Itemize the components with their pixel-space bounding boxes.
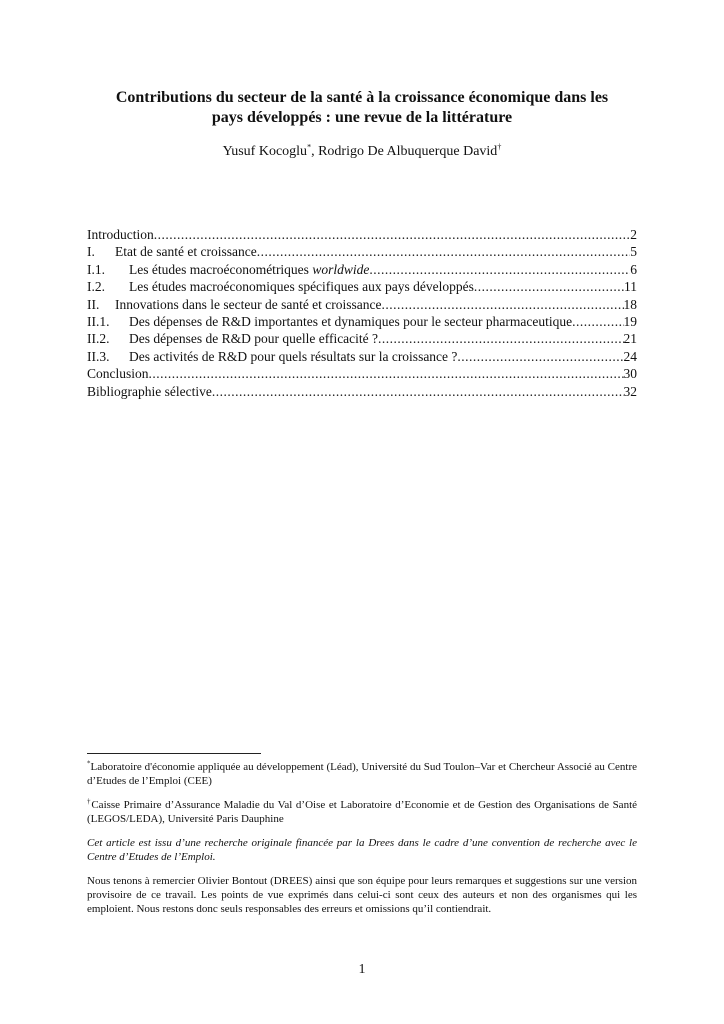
toc-entry[interactable] — [87, 383, 637, 400]
toc-entry-title: Conclusion — [87, 366, 149, 382]
title-line-2: pays développés : une revue de la littérature — [211, 109, 513, 126]
toc-entry-page: 32 — [623, 383, 637, 399]
toc-entry-page: 18 — [623, 296, 637, 312]
author-2: Rodrigo De Albuquerque David — [318, 144, 498, 159]
toc-leader-dots — [257, 243, 631, 260]
title-line-1: Contributions du secteur de la santé à la croissance économique dans les — [115, 89, 609, 106]
toc-entry-title: Des dépenses de R&D importantes et dynamiques pour le secteur pharmaceutique — [129, 313, 573, 329]
toc-entry[interactable] — [87, 261, 637, 278]
toc-entry-number: I.2. — [87, 279, 105, 295]
acknowledgements-note: Nous tenons à remercier Olivier Bontout (DREES) ainsi que son équipe pour leurs remarques et suggestions sur une version provisoire de ce travail. Les points de vue exprimés dans celui-ci sont ceux des auteurs et non des organismes qui les emploient. Nous restons donc seuls responsables des erreurs et omissions qu’il contiendrait. — [87, 875, 637, 915]
author-1: Yusuf Kocoglu — [222, 144, 308, 159]
author-2-footnote-mark: † — [497, 142, 502, 152]
toc-entry-page: 24 — [623, 348, 637, 364]
toc-entry[interactable] — [87, 330, 637, 347]
toc-entry[interactable] — [87, 313, 637, 330]
toc-leader-dots — [457, 348, 623, 365]
toc-entry[interactable] — [87, 365, 637, 382]
footnote-2-text: Caisse Primaire d’Assurance Maladie du Val d’Oise et Laboratoire d’Economie et de Gestion des Organisations de Santé (LEGOS/LEDA), Université Paris Dauphine — [87, 799, 638, 825]
toc-entry-number: II.2. — [87, 331, 110, 347]
toc-entry[interactable] — [87, 243, 637, 260]
footnote-separator — [87, 753, 261, 754]
toc-leader-dots — [474, 278, 624, 295]
toc-entry-title: Des dépenses de R&D pour quelle efficacité ? — [129, 331, 379, 347]
author-separator: , — [311, 144, 319, 159]
toc-entry-title: Bibliographie sélective — [87, 383, 212, 399]
author-line — [80, 143, 644, 161]
toc-entry-page: 11 — [624, 279, 637, 295]
toc-leader-dots — [154, 226, 631, 243]
toc-entry[interactable] — [87, 226, 637, 243]
toc-entry-page: 21 — [623, 331, 637, 347]
page-number: 1 — [358, 962, 366, 977]
footnote-2-mark: † — [87, 797, 92, 806]
footnote-1-text: Laboratoire d'économie appliquée au développement (Léad), Université du Sud Toulon–Var et Chercheur Associé au Centre d’Etudes de l’Emploi (CEE) — [87, 761, 637, 787]
toc-entry-number: II.1. — [87, 313, 110, 329]
table-of-contents — [87, 226, 637, 400]
toc-leader-dots — [212, 383, 624, 400]
toc-entry-number: II.3. — [87, 348, 110, 364]
toc-leader-dots — [369, 261, 630, 278]
toc-entry-page: 30 — [623, 366, 637, 382]
toc-entry-title: Les études macroéconomiques spécifiques aux pays développés — [129, 279, 474, 295]
toc-entry[interactable] — [87, 296, 637, 313]
toc-entry-number: I.1. — [87, 261, 105, 277]
toc-entry-page: 5 — [630, 244, 637, 260]
toc-entry-page: 19 — [623, 313, 637, 329]
toc-entry-number: II. — [87, 296, 100, 312]
author-1-footnote-mark: * — [307, 142, 312, 152]
toc-entry[interactable] — [87, 348, 637, 365]
toc-entry-title: Etat de santé et croissance — [115, 244, 257, 260]
toc-entry-title: Des activités de R&D pour quels résultats sur la croissance ? — [129, 348, 458, 364]
toc-entry-number: I. — [87, 244, 95, 260]
toc-leader-dots — [378, 330, 623, 347]
toc-leader-dots — [149, 365, 624, 382]
toc-entry[interactable] — [87, 278, 637, 295]
toc-leader-dots — [572, 313, 623, 330]
toc-entry-title: Les études macroéconométriques worldwide — [129, 261, 370, 277]
footnote-1 — [87, 760, 637, 788]
footnote-2 — [87, 798, 637, 826]
toc-entry-title: Innovations dans le secteur de santé et croissance — [115, 296, 382, 312]
funding-note: Cet article est issu d’une recherche originale financée par la Drees dans le cadre d’une convention de recherche avec le Centre d’Etudes de l’Emploi. — [87, 837, 637, 863]
footnotes — [87, 760, 637, 916]
toc-leader-dots — [382, 296, 624, 313]
toc-entry-page: 2 — [630, 227, 637, 242]
document-title — [80, 88, 644, 128]
toc-entry-page: 6 — [630, 261, 637, 277]
toc-entry-title: Introduction — [87, 227, 154, 242]
footnote-1-mark: * — [87, 759, 91, 768]
